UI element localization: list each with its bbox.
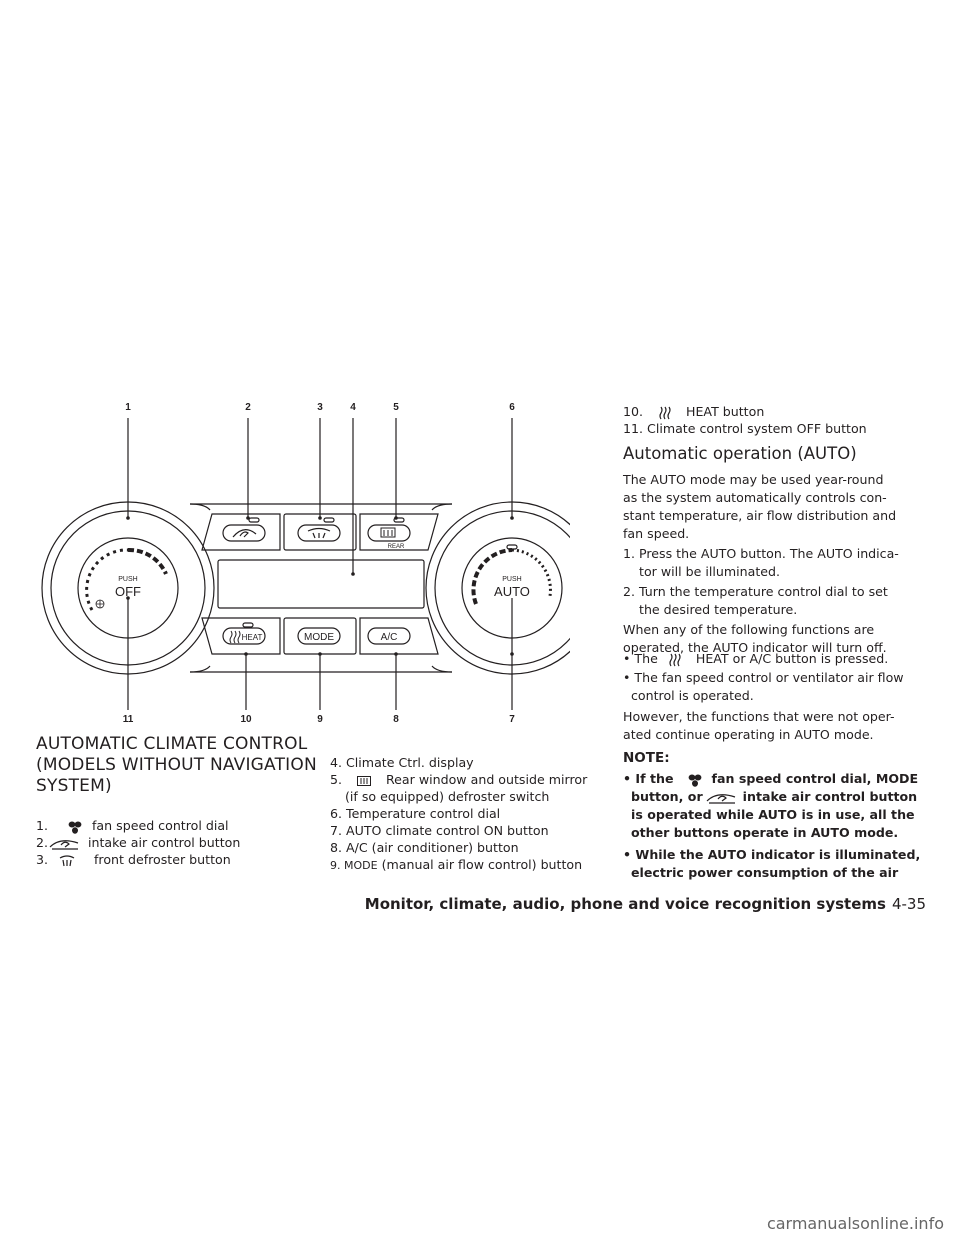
however-paragraph: However, the functions that were not oper- ated continue operating in AUTO mode. <box>623 709 895 742</box>
rear-defroster-icon <box>381 528 395 537</box>
auto-intro: The AUTO mode may be used year-round as the system automatically controls con- stant temperature, air flow distribution and fan speed. <box>623 472 897 541</box>
callout-10: 10 <box>240 714 252 725</box>
callout-7: 7 <box>509 714 515 725</box>
list-item-1: 1. fan speed control dial <box>36 818 229 833</box>
list-item-8: 8. A/C (air conditioner) button <box>330 840 519 855</box>
list-item-3: 3. front defroster button <box>36 852 231 867</box>
left-dial-push: PUSH <box>118 576 138 583</box>
callout-2: 2 <box>245 402 251 413</box>
off-label: OFF <box>115 584 141 599</box>
callout-3: 3 <box>317 402 323 413</box>
fan-icon <box>686 773 704 787</box>
page-footer <box>365 894 926 913</box>
when-paragraph: When any of the following functions are operated, the AUTO indicator will turn off. <box>623 622 887 655</box>
ac-label: A/C <box>380 632 398 643</box>
callout-11: 11 <box>122 714 134 725</box>
list-item-5: 5. Rear window and outside mirror <box>330 772 588 787</box>
note-bullet-1: • If the fan speed control dial, MODE button, or intake air control button is operated while AUTO is in use, all the other buttons operate in AUTO mode. <box>623 771 919 840</box>
bullet-2: • The fan speed control or ventilator air flow control is operated. <box>623 670 904 703</box>
intake-air-icon <box>703 791 739 805</box>
list-item-4: 4. Climate Ctrl. display <box>330 755 474 770</box>
auto-label: AUTO <box>494 584 530 599</box>
list-item-9: 9. MODE (manual air flow control) button <box>330 857 583 872</box>
watermark: carmanualsonline.info <box>766 1214 944 1233</box>
callout-6: 6 <box>509 402 515 413</box>
fan-icon <box>66 820 84 834</box>
section-heading: AUTOMATIC CLIMATE CONTROL (MODELS WITHOUT NAVIGATION SYSTEM) <box>36 734 317 796</box>
fan-small-icon <box>96 600 104 608</box>
right-dial-push: PUSH <box>502 576 522 583</box>
rear-label: REAR <box>387 544 405 550</box>
note-bullet-2: • While the AUTO indicator is illuminated, electric power consumption of the air <box>623 847 921 880</box>
front-defroster-icon <box>308 529 330 539</box>
climate-control-diagram <box>40 400 570 730</box>
bullet-1: • The HEAT or A/C button is pressed. <box>623 651 889 666</box>
auto-heading: Automatic operation (AUTO) <box>623 444 857 463</box>
rear-defroster-icon <box>356 774 372 788</box>
intake-air-icon <box>233 530 256 537</box>
footer-title: Monitor, climate, audio, phone and voice recognition systems <box>364 895 886 913</box>
page-number: 4-35 <box>891 895 926 913</box>
callout-1: 1 <box>125 402 131 413</box>
step-1: 1. Press the AUTO button. The AUTO indica- tor will be illuminated. <box>623 546 899 579</box>
intake-air-button <box>202 514 280 550</box>
mode-label: MODE <box>304 632 334 643</box>
heat-label: HEAT <box>241 633 263 642</box>
step-2: 2. Turn the temperature control dial to set the desired temperature. <box>623 584 888 617</box>
callout-5: 5 <box>393 402 399 413</box>
heat-icon <box>668 653 682 667</box>
list-item-10: 10. HEAT button <box>623 404 765 419</box>
heat-icon <box>658 406 672 420</box>
note-label: NOTE: <box>623 750 670 766</box>
list-item-5-cont: (if so equipped) defroster switch <box>345 789 550 804</box>
list-item-2: 2. intake air control button <box>36 835 241 850</box>
callout-8: 8 <box>393 714 399 725</box>
list-item-6: 6. Temperature control dial <box>330 806 501 821</box>
ac-button <box>360 618 438 654</box>
climate-display <box>218 560 424 608</box>
front-defroster-icon <box>58 854 76 868</box>
heat-icon <box>230 631 240 643</box>
list-item-7: 7. AUTO climate control ON button <box>330 823 549 838</box>
list-item-11: 11. Climate control system OFF button <box>623 421 867 436</box>
intake-air-icon <box>46 837 82 851</box>
callout-9: 9 <box>317 714 323 725</box>
callout-4: 4 <box>350 402 356 413</box>
